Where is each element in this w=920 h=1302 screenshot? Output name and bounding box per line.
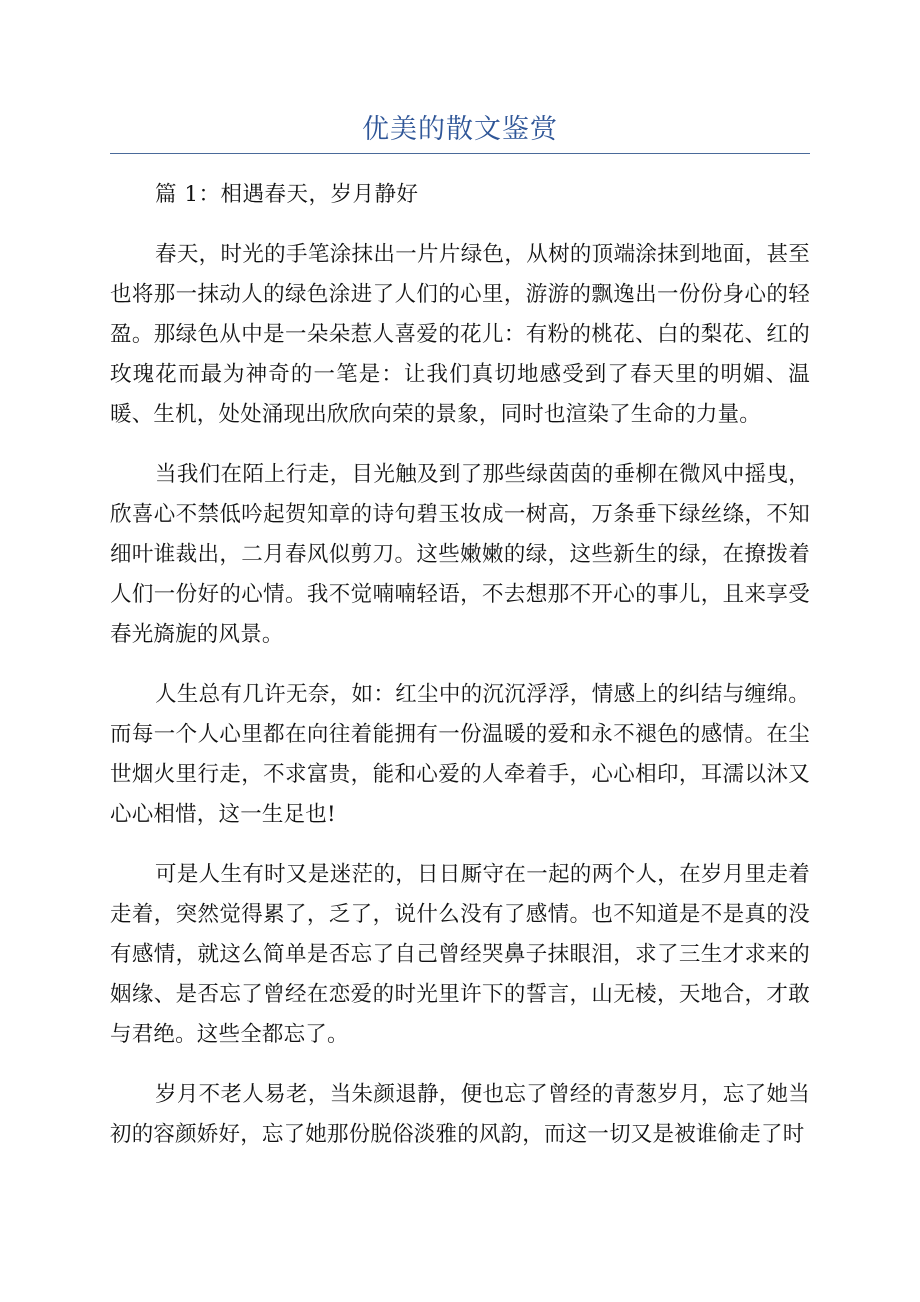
page-title: 优美的散文鉴赏 xyxy=(362,114,558,145)
document-body xyxy=(110,175,810,1155)
paragraph: 人生总有几许无奈，如：红尘中的沉沉浮浮，情感上的纠结与缠绵。而每一个人心里都在向往着能拥有一份温暖的爱和永不褪色的感情。在尘世烟火里行走，不求富贵，能和心爱的人牵着手，心心相印，耳濡以沐又心心相惜，这一生足也! xyxy=(110,682,810,827)
paragraph: 可是人生有时又是迷茫的，日日厮守在一起的两个人，在岁月里走着走着，突然觉得累了，乏了，说什么没有了感情。也不知道是不是真的没有感情，就这么简单是否忘了自己曾经哭鼻子抹眼泪，求了三生才求来的姻缘、是否忘了曾经在恋爱的时光里许下的誓言，山无棱，天地合，才敢与君绝。这些全都忘了。 xyxy=(110,862,810,1047)
paragraph: 岁月不老人易老，当朱颜退静，便也忘了曾经的青葱岁月，忘了她当初的容颜娇好，忘了她那份脱俗淡雅的风韵，而这一切又是被谁偷走了时 xyxy=(110,1082,810,1147)
paragraph: 春天，时光的手笔涂抹出一片片绿色，从树的顶端涂抹到地面，甚至也将那一抹动人的绿色涂进了人们的心里，游游的飘逸出一份份身心的轻盈。那绿色从中是一朵朵惹人喜爱的花儿：有粉的桃花、白的梨花、红的玫瑰花而最为神奇的一笔是：让我们真切地感受到了春天里的明媚、温暖、生机，处处涌现出欣欣向荣的景象，同时也渲染了生命的力量。 xyxy=(110,242,810,427)
title-divider xyxy=(110,153,810,154)
paragraph: 当我们在陌上行走，目光触及到了那些绿茵茵的垂柳在微风中摇曳，欣喜心不禁低吟起贺知章的诗句碧玉妆成一树高，万条垂下绿丝绦，不知细叶谁裁出，二月春风似剪刀。这些嫩嫩的绿，这些新生的绿，在撩拨着人们一份好的心情。我不觉喃喃轻语，不去想那不开心的事儿，且来享受春光旖旎的风景。 xyxy=(110,462,810,647)
section-heading: 篇 1：相遇春天，岁月静好 xyxy=(155,182,419,207)
